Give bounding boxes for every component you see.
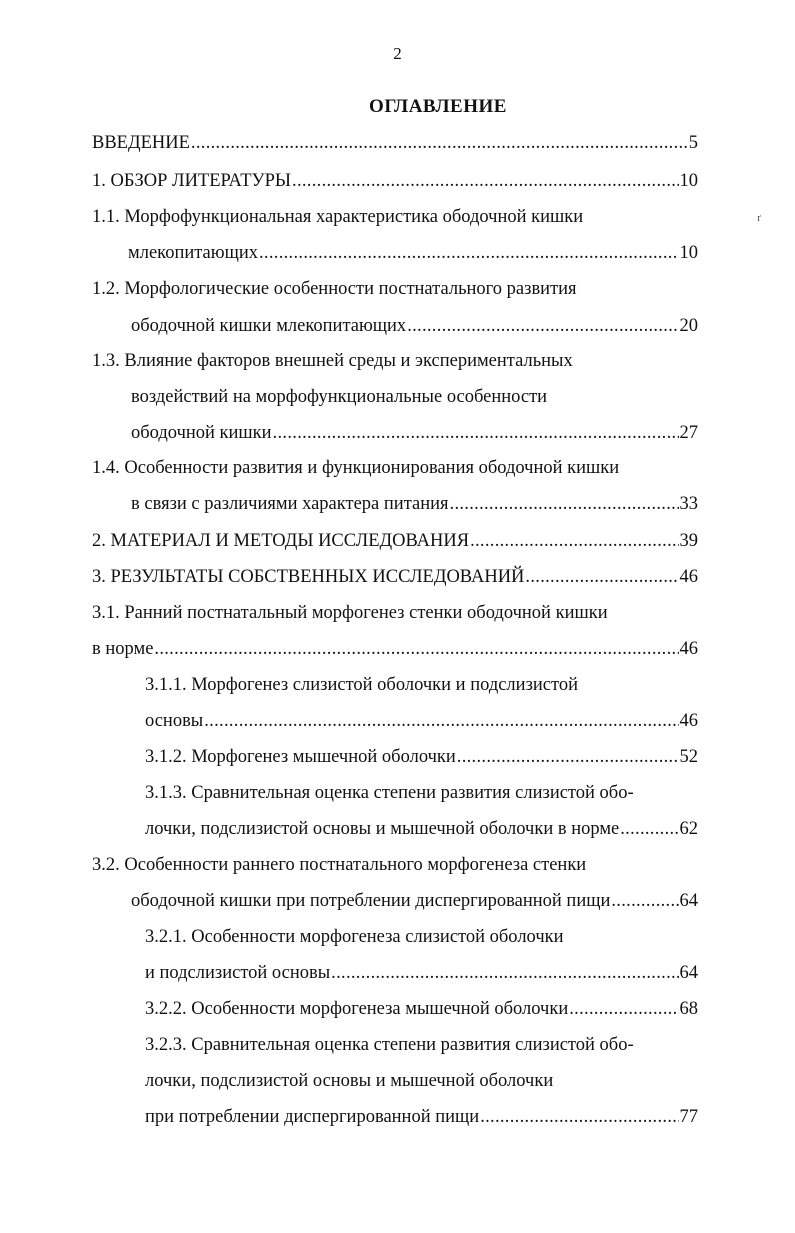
toc-entry-text: ВВЕДЕНИЕ xyxy=(92,133,190,153)
dot-leader xyxy=(204,708,678,734)
toc-entry-3-2-2[interactable] xyxy=(145,996,698,1022)
margin-mark: ґ xyxy=(757,212,761,224)
toc-entry-1-3-line-1[interactable] xyxy=(92,348,573,374)
toc-entry-page: 5 xyxy=(688,133,698,153)
toc-entry-page: 10 xyxy=(679,171,698,191)
dot-leader xyxy=(407,313,678,339)
toc-entry-introduction[interactable] xyxy=(92,130,698,156)
toc-entry-3-2-1-line-1[interactable] xyxy=(145,924,564,950)
toc-entry-1-4-line-2[interactable] xyxy=(131,491,698,517)
toc-entry-page: 39 xyxy=(679,531,698,551)
toc-entry-1-1-line-1[interactable] xyxy=(92,204,583,230)
toc-entry-3[interactable] xyxy=(92,564,698,590)
toc-entry-3-1-3-line-2[interactable] xyxy=(145,816,698,842)
toc-entry-page: 64 xyxy=(679,891,698,911)
toc-entry-page: 20 xyxy=(679,316,698,336)
toc-entry-page: 68 xyxy=(679,999,698,1019)
toc-entry-page: 27 xyxy=(679,423,698,443)
toc-entry-page: 46 xyxy=(679,639,698,659)
toc-entry-text: 3.1.1. Морфогенез слизистой оболочки и подслизистой xyxy=(145,675,578,695)
dot-leader xyxy=(273,420,679,446)
toc-entry-text: лочки, подслизистой основы и мышечной оболочки в норме xyxy=(145,819,620,839)
toc-entry-text: 3.2.3. Сравнительная оценка степени развития слизистой обо- xyxy=(145,1035,634,1055)
dot-leader xyxy=(569,996,678,1022)
toc-entry-1-3-line-3[interactable] xyxy=(131,420,698,446)
toc-entry-text: 3.1.3. Сравнительная оценка степени развития слизистой обо- xyxy=(145,783,634,803)
toc-entry-text: в связи с различиями характера питания xyxy=(131,494,449,514)
toc-entry-1[interactable] xyxy=(92,168,698,194)
toc-entry-3-1-1-line-1[interactable] xyxy=(145,672,578,698)
toc-entry-page: 46 xyxy=(679,567,698,587)
dot-leader xyxy=(191,130,688,156)
toc-entry-text: 1. ОБЗОР ЛИТЕРАТУРЫ xyxy=(92,171,292,191)
toc-entry-3-1-line-2[interactable] xyxy=(92,636,698,662)
toc-entry-text: 3. РЕЗУЛЬТАТЫ СОБСТВЕННЫХ ИССЛЕДОВАНИЙ xyxy=(92,567,525,587)
toc-entry-1-4-line-1[interactable] xyxy=(92,455,619,481)
toc-entry-text: воздействий на морфофункциональные особенности xyxy=(131,387,548,407)
toc-entry-1-2-line-2[interactable] xyxy=(131,313,698,339)
toc-entry-page: 62 xyxy=(679,819,698,839)
toc-entry-text: 1.2. Морфологические особенности постнатального развития xyxy=(92,279,577,299)
toc-entry-text: при потреблении диспергированной пищи xyxy=(145,1107,480,1127)
toc-entry-3-1-1-line-2[interactable] xyxy=(145,708,698,734)
toc-entry-text: и подслизистой основы xyxy=(145,963,331,983)
toc-entry-3-2-1-line-2[interactable] xyxy=(145,960,698,986)
dot-leader xyxy=(292,168,678,194)
dot-leader xyxy=(154,636,678,662)
toc-entry-3-1-3-line-1[interactable] xyxy=(145,780,634,806)
dot-leader xyxy=(470,528,678,554)
toc-entry-3-2-3-line-3[interactable] xyxy=(145,1104,698,1130)
toc-entry-1-1-line-2[interactable] xyxy=(128,240,698,266)
toc-entry-text: в норме xyxy=(92,639,154,659)
toc-entry-text: 1.4. Особенности развития и функционирования ободочной кишки xyxy=(92,458,620,478)
toc-entry-text: 3.2.1. Особенности морфогенеза слизистой оболочки xyxy=(145,927,564,947)
toc-entry-text: 1.1. Морфофункциональная характеристика ободочной кишки xyxy=(92,207,584,227)
toc-entry-page: 33 xyxy=(679,494,698,514)
toc-entry-3-2-line-2[interactable] xyxy=(131,888,698,914)
toc-entry-page: 77 xyxy=(679,1107,698,1127)
dot-leader xyxy=(450,491,679,517)
toc-entry-text: млекопитающих xyxy=(128,243,258,263)
toc-entry-text: 3.2. Особенности раннего постнатального морфогенеза стенки xyxy=(92,855,587,875)
toc-entry-page: 52 xyxy=(679,747,698,767)
toc-entry-2[interactable] xyxy=(92,528,698,554)
toc-entry-text: 2. МАТЕРИАЛ И МЕТОДЫ ИССЛЕДОВАНИЯ xyxy=(92,531,470,551)
dot-leader xyxy=(480,1104,678,1130)
toc-entry-text: ободочной кишки млекопитающих xyxy=(131,316,407,336)
toc-entry-text: ободочной кишки при потреблении диспергированной пищи xyxy=(131,891,611,911)
toc-entry-page: 10 xyxy=(679,243,698,263)
toc-entry-3-2-3-line-2[interactable] xyxy=(145,1068,553,1094)
toc-entry-page: 46 xyxy=(679,711,698,731)
dot-leader xyxy=(525,564,678,590)
toc-entry-text: лочки, подслизистой основы и мышечной оболочки xyxy=(145,1071,554,1091)
dot-leader xyxy=(611,888,678,914)
dot-leader xyxy=(457,744,679,770)
toc-entry-3-1-2[interactable] xyxy=(145,744,698,770)
toc-entry-text: 1.3. Влияние факторов внешней среды и экспериментальных xyxy=(92,351,573,371)
toc-entry-text: 3.1.2. Морфогенез мышечной оболочки xyxy=(145,747,456,767)
dot-leader xyxy=(331,960,678,986)
toc-entry-3-2-line-1[interactable] xyxy=(92,852,586,878)
toc-entry-page: 64 xyxy=(679,963,698,983)
dot-leader xyxy=(259,240,679,266)
toc-entry-3-2-3-line-1[interactable] xyxy=(145,1032,634,1058)
toc-entry-1-3-line-2[interactable] xyxy=(131,384,547,410)
toc-entry-text: 3.1. Ранний постнатальный морфогенез стенки ободочной кишки xyxy=(92,603,608,623)
toc-entry-3-1-line-1[interactable] xyxy=(92,600,608,626)
toc-entry-text: 3.2.2. Особенности морфогенеза мышечной оболочки xyxy=(145,999,569,1019)
toc-entry-1-2-line-1[interactable] xyxy=(92,276,577,302)
dot-leader xyxy=(620,816,678,842)
page-number: 2 xyxy=(393,44,402,63)
toc-title: ОГЛАВЛЕНИЕ xyxy=(369,96,507,117)
toc-entry-text: ободочной кишки xyxy=(131,423,272,443)
toc-entry-text: основы xyxy=(145,711,204,731)
